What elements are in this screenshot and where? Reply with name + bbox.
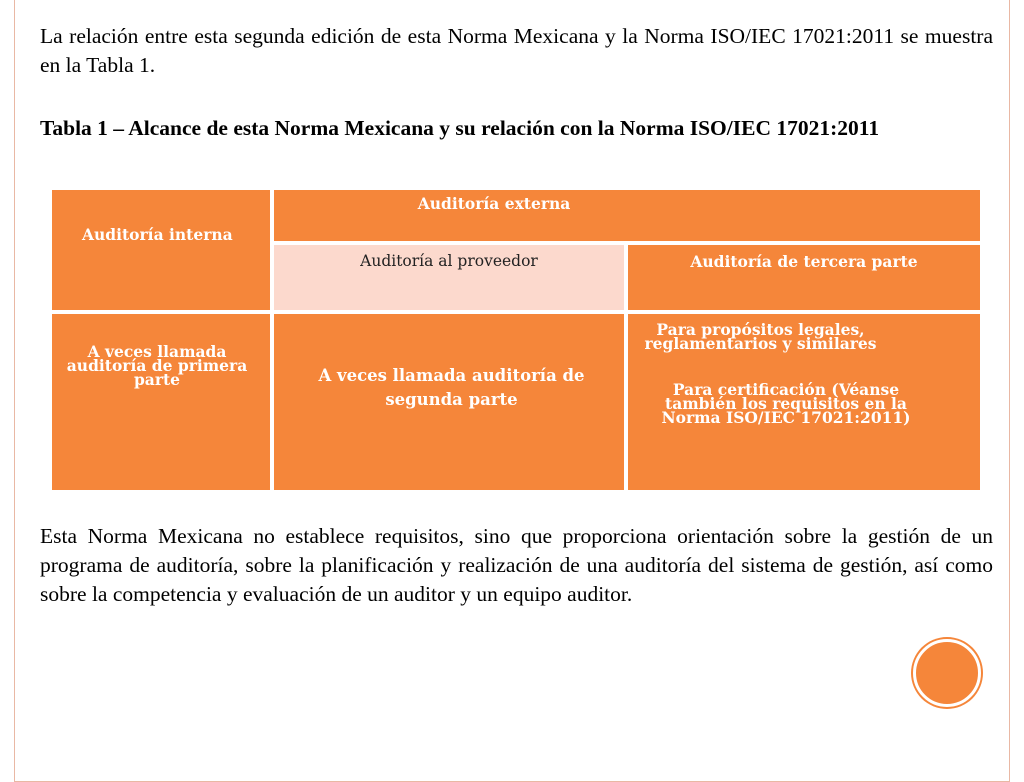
intro-paragraph: La relación entre esta segunda edición de esta Norma Mexicana y la Norma ISO/IEC 17021:2011 se muestra en la Tabla 1. [40, 24, 993, 77]
header-external-label: Auditoría externa [417, 194, 571, 213]
body-third-party-cell [628, 314, 980, 490]
header-internal-label: Auditoría interna [82, 225, 233, 244]
body-third-party-text-legal: Para propósitos legales, reglamentarios y similares [644, 320, 877, 353]
table-title: Tabla 1 – Alcance de esta Norma Mexicana y su relación con la Norma ISO/IEC 17021:2011 [40, 116, 880, 140]
body-internal-text: A veces llamada auditoría de primera parte [66, 342, 248, 389]
body-supplier-cell [274, 314, 624, 490]
body-third-party-text-cert: Para certificación (Véanse también los requisitos en la Norma ISO/IEC 17021:2011) [661, 380, 911, 427]
sub-supplier-cell [274, 245, 624, 310]
sub-supplier-label: Auditoría al proveedor [360, 252, 538, 270]
header-external-cell [274, 190, 980, 241]
sub-third-party-cell [628, 245, 980, 310]
scope-table [52, 190, 980, 490]
body-internal-cell [52, 314, 270, 490]
closing-paragraph: Esta Norma Mexicana no establece requisitos, sino que proporciona orientación sobre la gestión de un programa de auditoría, sobre la planificación y realización de una auditoría del sistema de gestión, así como sobre la competencia y evaluación de un auditor y un equipo auditor. [40, 524, 993, 606]
header-internal-cell [52, 190, 270, 310]
body-supplier-text: A veces llamada auditoría de segunda parte [318, 366, 585, 409]
sub-third-party-label: Auditoría de tercera parte [690, 252, 918, 271]
decorative-circle-icon [913, 639, 981, 707]
